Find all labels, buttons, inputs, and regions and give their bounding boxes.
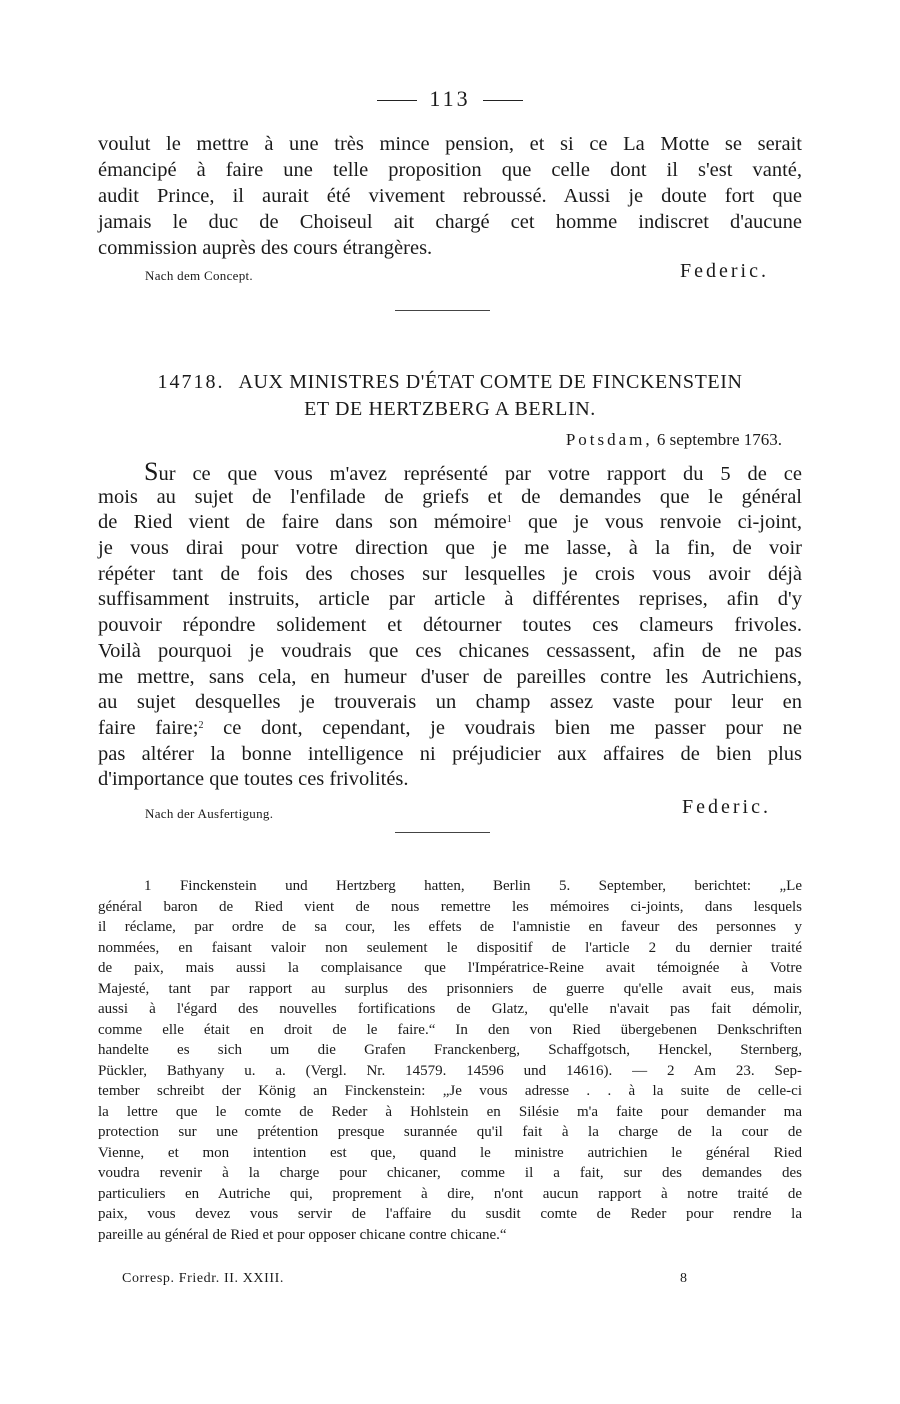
footnote-line: Vienne, et mon intention est que, quand le ministre autrichien le général Ried: [98, 1144, 802, 1161]
page-number-dash-right: [483, 100, 523, 101]
letter-number: 14718.: [157, 371, 225, 393]
letter-1-source: Nach dem Concept.: [145, 268, 253, 283]
dateline-date: 6 septembre 1763.: [656, 430, 782, 449]
footnote-line: aussi à l'égard des nouvelles fortifications de Glatz, qu'elle n'avait pas fait démolir,: [98, 1001, 802, 1017]
text-line: faire faire;$^2$ ce dont, cependant, je voudrais bien me passer pour ne: [98, 716, 803, 739]
footnote-line: général baron de Ried vient de nous remettre les mémoires ci-joints, dans lesquels: [98, 898, 802, 915]
letter-2-heading: [98, 369, 802, 423]
page-number: [0, 86, 900, 112]
footnote-line: voudra revenir à la charge pour chicaner, comme il a fait, sur des demandes des: [98, 1165, 802, 1181]
footnote-line: la lettre que le comte de Reder à Hohlstein en Silésie m'a faite pour demander ma: [98, 1103, 802, 1120]
letter-1-body: [98, 131, 802, 261]
footnote-line: Pückler, Bathyany u. a. (Vergl. Nr. 14579. 14596 und 14616). — 2 Am 23. Sep-: [98, 1062, 802, 1079]
text-line: pas altérer la bonne intelligence ni préjudicier aux affaires de bien plus: [98, 742, 802, 765]
footnote-line: paix, vous devez vous servir de l'affaire du susdit comte de Reder pour rendre la: [98, 1206, 802, 1222]
text-line: d'importance que toutes ces frivolités.: [98, 768, 409, 791]
text-line: Voilà pourquoi je voudrais que ces chicanes cessassent, afin de ne pas: [98, 639, 802, 662]
page-number-dash-left: [377, 100, 417, 101]
text-line: mois au sujet de l'enfilade de griefs et de demandes que le général: [98, 485, 802, 508]
footnote-line: nommées, en faisant valoir non seulement le dispositif de l'article 2 du dernier traité: [98, 939, 802, 956]
footnote-line: tember schreibt der König an Finckenstein: „Je vous adresse . . à la suite de celle-ci: [98, 1083, 802, 1099]
text-line: au sujet desquelles je trouverais un champ assez vaste pour leur en: [98, 691, 802, 714]
section-divider: [395, 310, 490, 311]
text-line: audit Prince, il aurait été vivement rebroussé. Aussi je doute fort que: [98, 185, 802, 207]
text-line: pouvoir répondre solidement et détourner toutes ces clameurs frivoles.: [98, 614, 802, 637]
heading-line-1: AUX MINISTRES D'ÉTAT COMTE DE FINCKENSTEIN: [238, 371, 743, 393]
letter-2-body: [98, 459, 802, 793]
footnote-ref-2[interactable]: 2: [198, 719, 204, 731]
footnote-ref-1[interactable]: 1: [506, 514, 512, 526]
dateline: [566, 430, 782, 450]
footnotes: [98, 876, 802, 1245]
footnote-line: Majesté, tant par rapport au surplus des prisonniers de guerre qu'elle avait eus, mais: [98, 980, 802, 997]
footnote-line: pareille au général de Ried et pour opposer chicane contre chicane.“: [98, 1226, 507, 1243]
footer-signature-mark: 8: [680, 1271, 688, 1286]
text-line: je vous dirai pour votre direction que je me lasse, à la fin, de voir: [98, 537, 802, 560]
text-line: répéter tant de fois des choses sur lesquelles je crois vous avoir déjà: [98, 562, 802, 585]
footnote-line: particuliers en Autriche qui, proprement à dire, n'ont aucun rapport à notre traité de: [98, 1185, 802, 1202]
footnote-line: 1 Finckenstein und Hertzberg hatten, Berlin 5. September, berichtet: „Le: [144, 878, 802, 894]
footnote-line: protection sur une prétention presque surannée qu'il fait à la charge de la cour de: [98, 1124, 802, 1140]
text-line: suffisamment instruits, article par article à différentes reprises, afin d'y: [98, 588, 802, 611]
text-line: me mettre, sans cela, en humeur d'user de pareilles contre les Autrichiens,: [98, 665, 802, 688]
text-line: jamais le duc de Choiseul ait chargé cet homme indiscret d'aucune: [98, 211, 802, 233]
page-number-text: 113: [429, 86, 471, 111]
initial-letter: S: [144, 457, 159, 486]
text-line: voulut le mettre à une très mince pension, et si ce La Motte se serait: [98, 133, 802, 155]
text-line: de Ried vient de faire dans son mémoire$^1$ que je vous renvoie ci-joint,: [98, 511, 802, 534]
footnote-line: comme elle était en droit de le faire.“ In den von Ried übergebenen Denkschriften: [98, 1021, 802, 1038]
text-line: émancipé à faire une telle proposition que celle dont il s'est vanté,: [98, 159, 802, 181]
text-line: Sur ce que vous m'avez représenté par votre rapport du 5 de ce: [144, 457, 802, 486]
text-line: commission auprès des cours étrangères.: [98, 237, 433, 259]
letter-2-source: Nach der Ausfertigung.: [145, 806, 274, 821]
footnote-line: il réclame, par ordre de sa cour, les effets de l'amnistie en faveur des personnes y: [98, 919, 802, 935]
letter-2-signature: Federic.: [682, 796, 771, 818]
section-divider: [395, 832, 490, 833]
heading-line-2: ET DE HERTZBERG A BERLIN.: [304, 398, 596, 420]
footnote-line: handelte es sich um die Grafen Franckenberg, Schaffgotsch, Henckel, Sternberg,: [98, 1042, 802, 1058]
dateline-place: Potsdam,: [565, 430, 653, 449]
footer-series: Corresp. Friedr. II. XXIII.: [122, 1271, 284, 1286]
letter-1-signature: Federic.: [680, 260, 769, 282]
footnote-line: de paix, mais aussi la complaisance que l'Impératrice-Reine avait témoignée à Votre: [98, 960, 802, 976]
